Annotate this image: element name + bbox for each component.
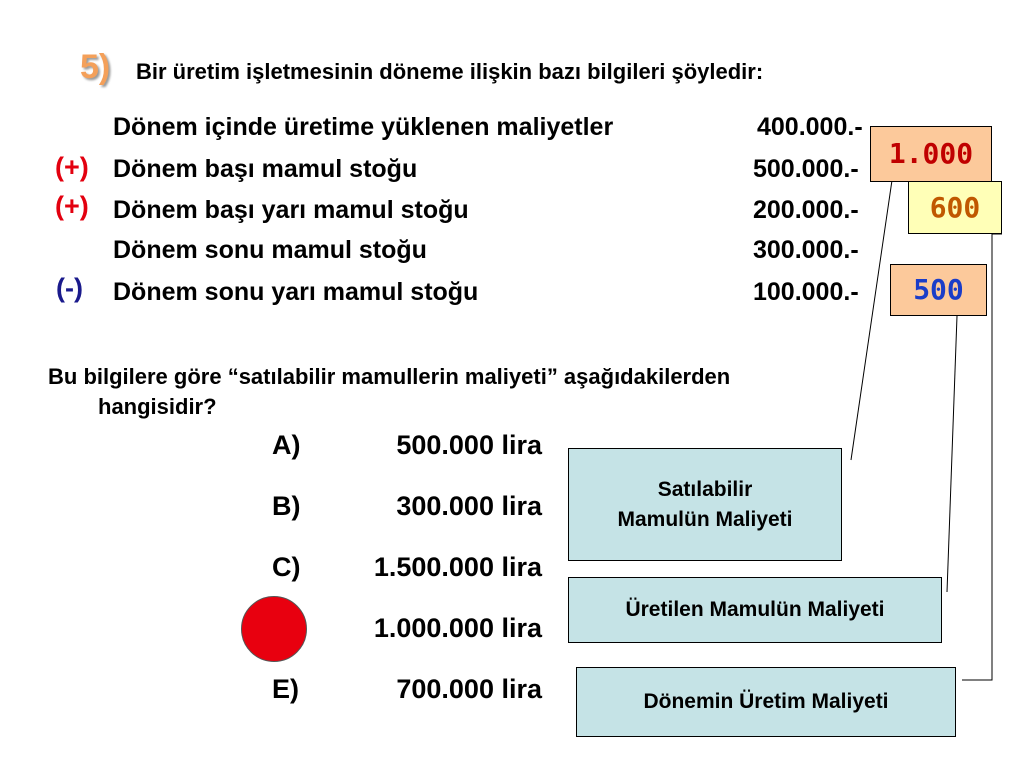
period-production-cost-box xyxy=(576,667,956,737)
option-value: 300.000 lira xyxy=(396,491,542,521)
minus-sign: (-) xyxy=(56,273,83,303)
question-line: Bu bilgilere göre “satılabilir mamullerin maliyeti” aşağıdakilerden xyxy=(48,364,731,389)
plus-sign: (+) xyxy=(55,152,89,182)
option-value: 1.500.000 lira xyxy=(373,552,542,582)
item-value: 100.000.- xyxy=(753,278,859,306)
item-value: 500.000.- xyxy=(753,155,859,183)
plus-sign: (+) xyxy=(55,191,89,221)
result-badge: 600 xyxy=(908,181,1002,234)
option-letter: A) xyxy=(272,430,301,460)
option-value: 700.000 lira xyxy=(396,674,542,704)
question-text xyxy=(48,362,948,422)
item-label: Dönem sonu yarı mamul stoğu xyxy=(113,278,479,306)
box-label: Satılabilir xyxy=(657,477,753,501)
question-line: hangisidir? xyxy=(98,394,217,419)
result-badge: 500 xyxy=(890,264,987,316)
box-label: Mamulün Maliyeti xyxy=(617,507,793,531)
item-label: Dönem başı yarı mamul stoğu xyxy=(113,196,469,224)
item-value: 200.000.- xyxy=(753,196,859,224)
result-badge: 1.000 xyxy=(870,126,992,182)
option-letter: E) xyxy=(272,674,299,704)
box-label: Dönemin Üretim Maliyeti xyxy=(643,690,889,713)
option-value: 1.000.000 lira xyxy=(373,613,542,643)
item-label: Dönem sonu mamul stoğu xyxy=(113,236,427,264)
box-label: Üretilen Mamulün Maliyeti xyxy=(625,598,885,621)
item-value: 400.000.- xyxy=(757,113,863,141)
item-label: Dönem başı mamul stoğu xyxy=(113,155,418,183)
question-number: 5) xyxy=(80,48,111,86)
item-label: Dönem içinde üretime yüklenen maliyetler xyxy=(113,113,614,141)
correct-answer-mark xyxy=(241,596,307,662)
option-value: 500.000 lira xyxy=(396,430,542,460)
item-value: 300.000.- xyxy=(753,236,859,264)
salable-cost-box xyxy=(568,448,842,561)
option-letter: B) xyxy=(272,491,301,521)
intro-text: Bir üretim işletmesinin döneme ilişkin bazı bilgileri şöyledir: xyxy=(136,59,764,84)
option-letter: C) xyxy=(272,552,301,582)
produced-cost-box xyxy=(568,577,942,643)
